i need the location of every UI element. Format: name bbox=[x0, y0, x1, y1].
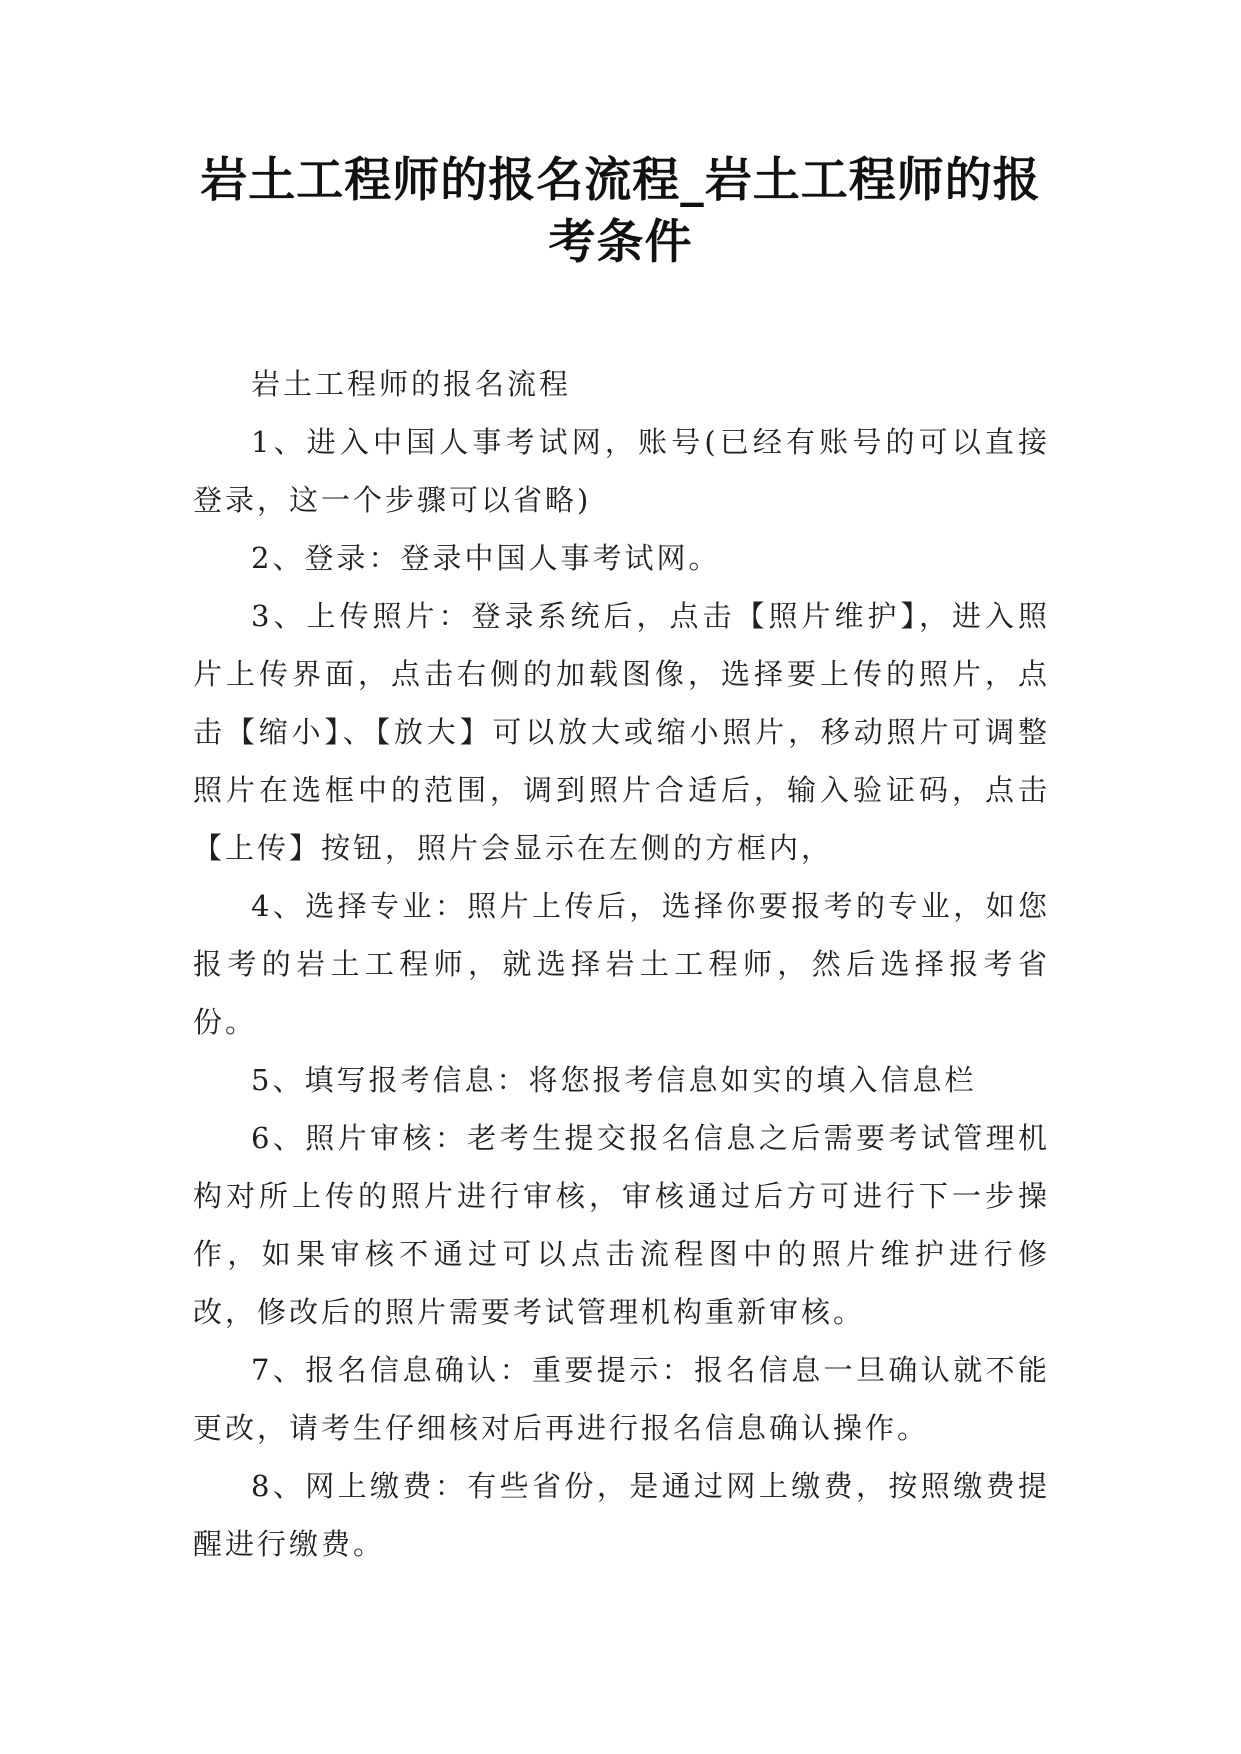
step-paragraph: 2、登录：登录中国人事考试网。 bbox=[251, 541, 721, 575]
section-heading: 岩土工程师的报名流程 bbox=[251, 367, 572, 401]
step-paragraph: 6、照片审核：老考生提交报名信息之后需要考试管理机构对所上传的照片进行审核，审核通过后方可进行下一步操作，如果审核不通过可以点击流程图中的照片维护进行修改，修改后的照片需要考试管理机构重新审核。 bbox=[193, 1121, 1050, 1329]
step-paragraph: 4、选择专业：照片上传后，选择你要报考的专业，如您报考的岩土工程师，就选择岩土工程师，然后选择报考省份。 bbox=[193, 889, 1050, 1039]
step-paragraph: 3、上传照片：登录系统后，点击【照片维护】，进入照片上传界面，点击右侧的加载图像，选择要上传的照片，点击【缩小】、【放大】可以放大或缩小照片，移动照片可调整照片在选框中的范围，调到照片合适后，输入验证码，点击【上传】按钮，照片会显示在左侧的方框内， bbox=[193, 599, 1050, 865]
step-paragraph: 5、填写报考信息：将您报考信息如实的填入信息栏 bbox=[251, 1063, 977, 1097]
step-paragraph: 1、进入中国人事考试网，账号(已经有账号的可以直接登录，这一个步骤可以省略) bbox=[193, 425, 1050, 517]
document-title: 岩土工程师的报名流程_岩土工程师的报考条件 bbox=[200, 153, 1041, 270]
step-paragraph: 7、报名信息确认：重要提示：报名信息一旦确认就不能更改，请考生仔细核对后再进行报名信息确认操作。 bbox=[193, 1353, 1050, 1445]
step-paragraph: 8、网上缴费：有些省份，是通过网上缴费，按照缴费提醒进行缴费。 bbox=[193, 1469, 1050, 1561]
document-body bbox=[193, 355, 1050, 1573]
